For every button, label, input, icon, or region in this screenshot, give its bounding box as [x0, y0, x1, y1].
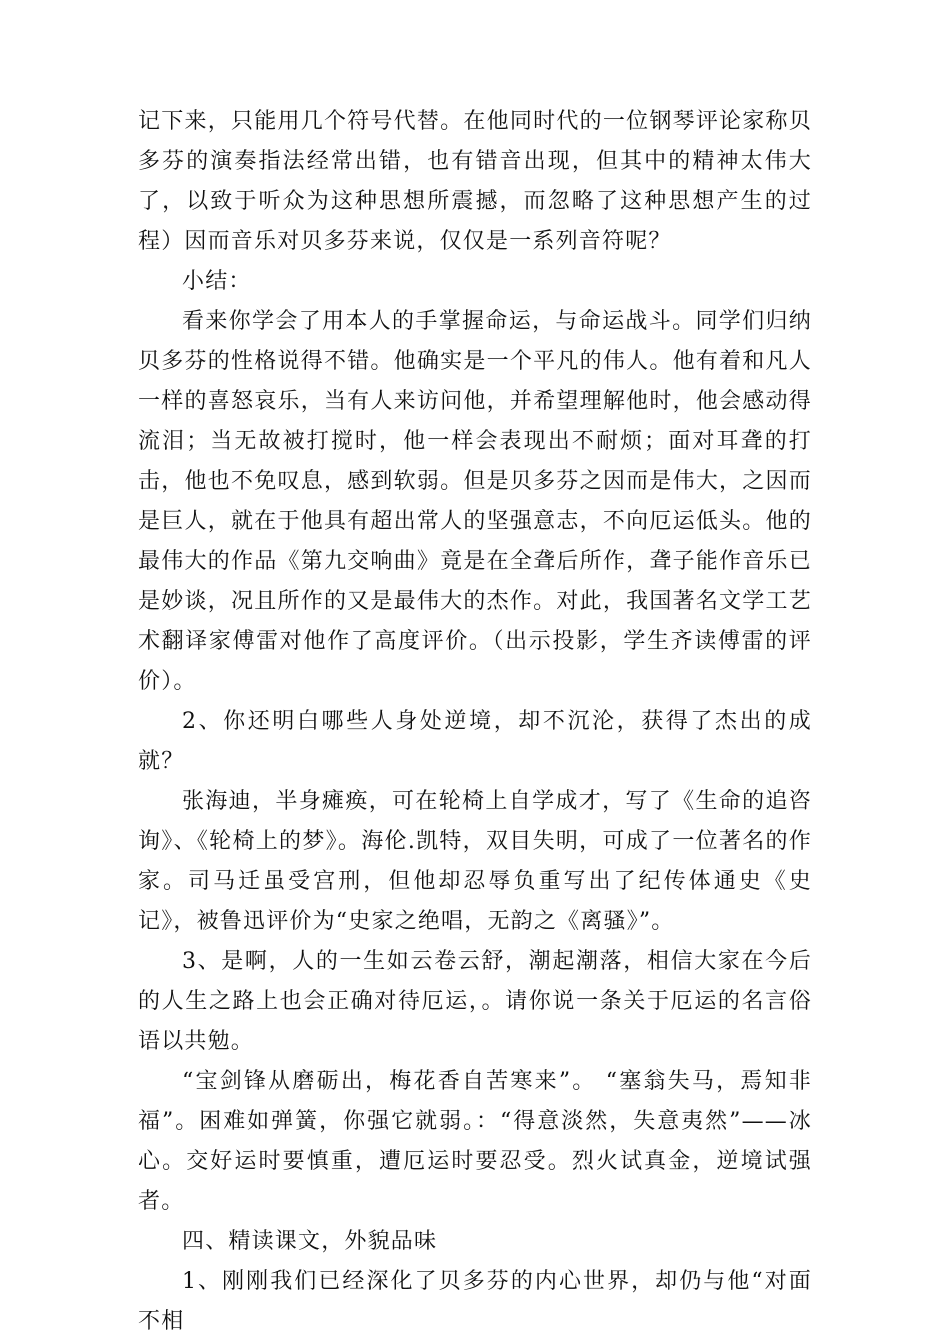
paragraph-examples: 张海迪，半身瘫痪，可在轮椅上自学成才，写了《生命的追咨询》、《轮椅上的梦》。海伦.凯特，双目失明，可成了一位著名的作家。司马迁虽受宫刑，但他却忍辱负重写出了纪传体通史《史记》，被鲁迅评价为“史家之绝唱，无韵之《离骚》”。 [138, 789, 812, 934]
paragraph-summary-heading: 小结： [182, 269, 252, 294]
paragraph-quotes: “宝剑锋从磨砺出，梅花香自苦寒来”。 “塞翁失马，焉知非福”。困难如弹簧，你强它就弱。：“得意淡然，失意夷然”——冰心。交好运时要慎重，遭厄运时要忍受。烈火试真金，逆境试强者。 [138, 1069, 812, 1214]
paragraph-section-4-item-1: 1、刚刚我们已经深化了贝多芬的内心世界，却仍与他“对面不相 [138, 1269, 812, 1334]
paragraph-summary-body: 看来你学会了用本人的手掌握命运，与命运战斗。同学们归纳贝多芬的性格说得不错。他确实是一个平凡的伟人。他有着和凡人一样的喜怒哀乐，当有人来访问他，并希望理解他时，他会感动得流泪；当无故被打搅时，他一样会表现出不耐烦；面对耳聋的打击，他也不免叹息，感到软弱。但是贝多芬之因而是伟大，之因而是巨人，就在于他具有超出常人的坚强意志，不向厄运低头。他的最伟大的作品《第九交响曲》竟是在全聋后所作，聋子能作音乐已是妙谈，况且所作的又是最伟大的杰作。对此，我国著名文学工艺术翻译家傅雷对他作了高度评价。（出示投影，学生齐读傅雷的评价）。 [138, 309, 812, 694]
paragraph-question-3: 3、是啊，人的一生如云卷云舒，潮起潮落，相信大家在今后的人生之路上也会正确对待厄运，。请你说一条关于厄运的名言俗语以共勉。 [138, 949, 812, 1054]
paragraph-question-2: 2、你还明白哪些人身处逆境，却不沉沦，获得了杰出的成就？ [138, 709, 812, 774]
section-heading-4: 四、精读课文，外貌品味 [182, 1229, 438, 1254]
paragraph-continuation: 记下来，只能用几个符号代替。在他同时代的一位钢琴评论家称贝多芬的演奏指法经常出错，也有错音出现，但其中的精神太伟大了，以致于听众为这种思想所震撼，而忽略了这种思想产生的过程）因而音乐对贝多芬来说，仅仅是一系列音符呢？ [138, 109, 812, 254]
document-page [138, 102, 812, 1342]
